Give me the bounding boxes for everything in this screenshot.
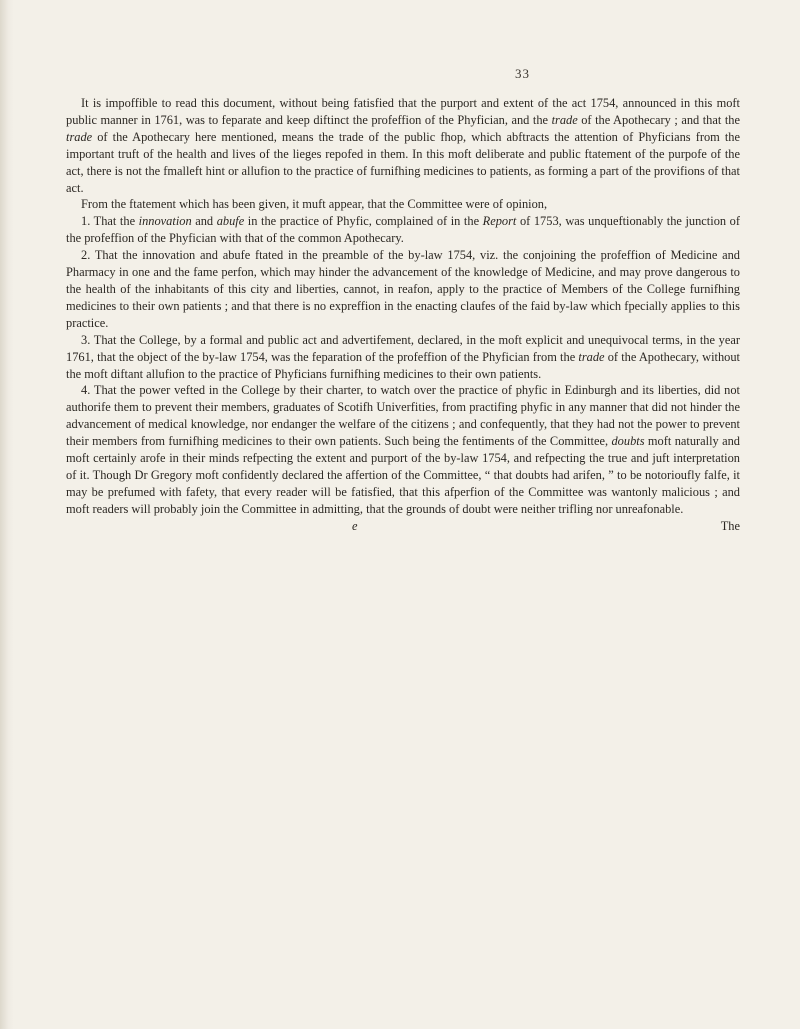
signature-mark: e — [352, 518, 358, 533]
text-run: of the Apothecary, without the moft diftant allufion to the practice of Phyficians furnifhing medicines to their own patients. — [66, 349, 740, 381]
page-number: 33 — [515, 66, 530, 81]
text-run: moft naturally and moft certainly arofe in their minds refpecting the extent and purport of the by-law 1754, and refpecting the true and juft interpretation of it. Though Dr Gregory moft confidently declared the affertion of the Committee, “ that doubts had arifen, ” to be notorioufly falfe, it may be prefumed with fafety, that every reader will be fatisfied, that this afperfion of the Committee was wantonly malicious ; and moft readers will probably join the Committee in admitting, that the grounds of doubt were neither trifling nor unreafonable. — [66, 434, 741, 516]
page-footer — [66, 518, 740, 535]
text-run: 2. That the innovation and abufe ftated in the preamble of the by-law 1754, viz. the conjoining the profeffion of Medicine and Pharmacy in one and the fame perfon, which may hinder the advancement of the knowledge of Medicine, and may prove dangerous to the health of the inhabitants of this city and liberties, cannot, in reafon, apply to the practice of Members of the College furnifhing medicines to their own patients ; and that there is no expreffion in the enacting claufes of the faid by-law which fpecially applies to this practice. — [66, 248, 740, 330]
italic-term: Report — [482, 214, 517, 229]
italic-term: trade — [578, 349, 605, 364]
paragraph-intro — [66, 95, 740, 196]
text-run: 3. That the College, by a formal and public act and advertifement, declared, in the moft explicit and unequivocal terms, in the year 1761, that the object of the by-law 1754, was the feparation of the profeffion of the Phyfician from the — [66, 332, 740, 364]
paragraph-statement — [66, 196, 740, 213]
text-run: It is impoffible to read this document, without being fatisfied that the purport and extent of the act 1754, announced in this moft public manner in 1761, was to feparate and keep diftinct the profeffion of the Phyfician, and the — [66, 96, 740, 127]
italic-term: trade — [66, 129, 93, 144]
paragraph-point-2 — [66, 247, 740, 332]
text-run: of the Apothecary ; and that the — [577, 112, 740, 127]
italic-term: trade — [551, 112, 578, 127]
paragraph-point-3 — [66, 332, 740, 383]
body-text — [66, 95, 740, 535]
paragraph-point-1 — [66, 213, 740, 247]
catchword: The — [720, 518, 740, 533]
page-edge — [0, 0, 14, 1029]
text-run: 1. That the — [81, 214, 139, 229]
text-run: of 1753, was unqueftionably the junction of the profeffion of the Phyfician with that of the common Apothecary. — [66, 214, 740, 246]
text-run: in the practice of Phyfic, complained of in the — [244, 214, 483, 229]
italic-term: innovation — [138, 214, 192, 229]
italic-term: abufe — [216, 214, 245, 229]
paragraph-point-4 — [66, 382, 740, 517]
italic-term: doubts — [611, 434, 645, 449]
text-run: From the ftatement which has been given, it muft appear, that the Committee were of opinion, — [81, 197, 548, 212]
text-run: of the Apothecary here mentioned, means the trade of the public fhop, which abftracts the attention of Phyficians from the important truft of the health and lives of the lieges repofed in them. In this moft deliberate and public ftatement of the purpofe of the act, there is not the fmalleft hint or allufion to the practice of furnifhing medicines to patients, as forming a part of the provifions of that act. — [66, 129, 740, 195]
text-run: and — [191, 214, 217, 229]
text-run: 4. That the power vefted in the College by their charter, to watch over the practice of phyfic in Edinburgh and its liberties, did not authorife them to prevent their members, graduates of Scotifh Univerfities, from practifing phyfic in any manner that did not hinder the advancement of medical knowledge, nor endanger the welfare of the citizens ; and confequently, that they had not the power to prevent their members from furnifhing medicines to their own patients. Such being the fentiments of the Committee, — [66, 383, 740, 449]
